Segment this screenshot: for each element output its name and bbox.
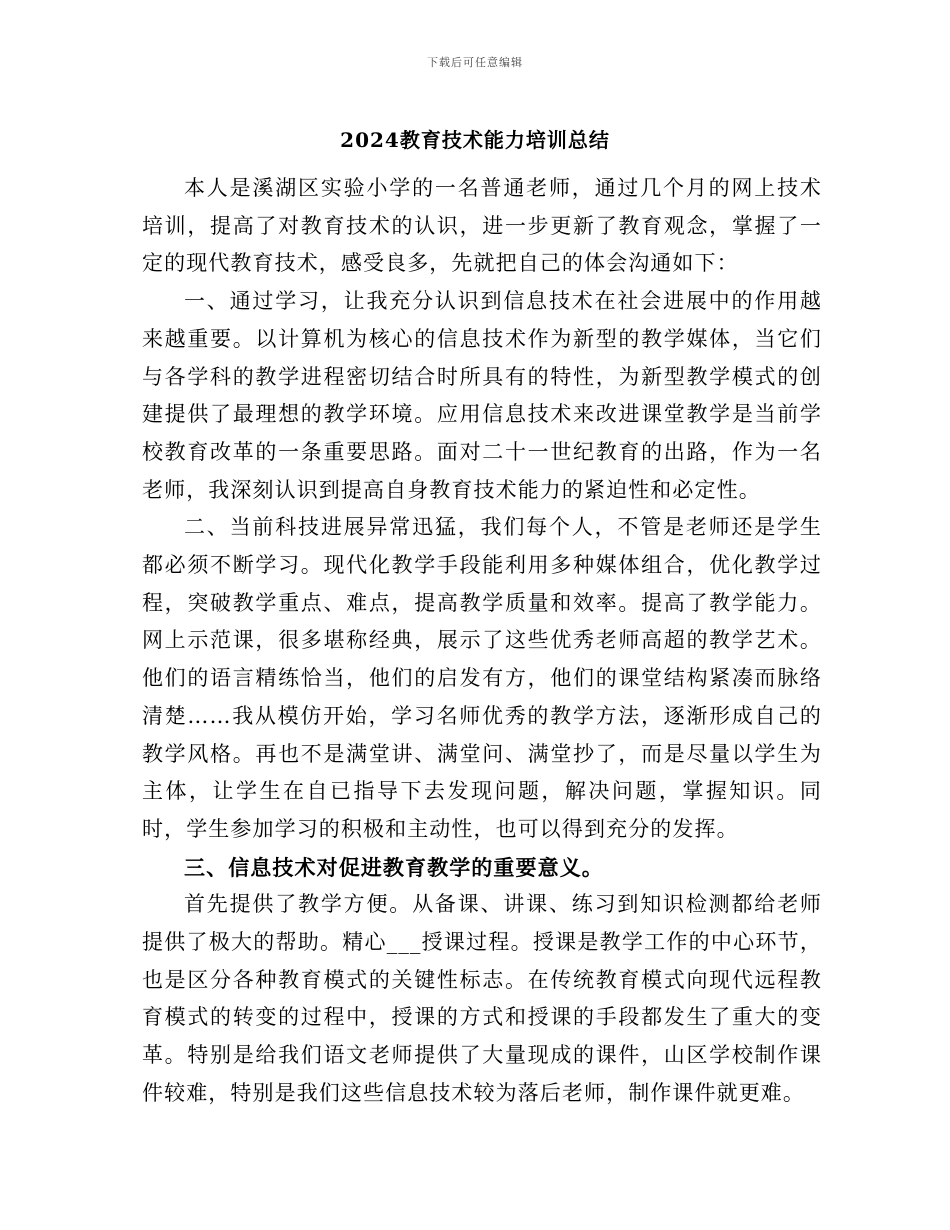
- page-header-note: 下载后可任意编辑: [427, 56, 523, 69]
- paragraph-intro: 本人是溪湖区实验小学的一名普通老师，通过几个月的网上技术培训，提高了对教育技术的认识，进一步更新了教育观念，掌握了一定的现代教育技术，感受良多，先就把自己的体会沟通如下：: [142, 176, 822, 276]
- paragraph-section-two: 二、当前科技进展异常迅猛，我们每个人，不管是老师还是学生都必须不断学习。现代化教学手段能利用多种媒体组合，优化教学过程，突破教学重点、难点，提高教学质量和效率。提高了教学能力。网上示范课，很多堪称经典，展示了这些优秀老师高超的教学艺术。他们的语言精练恰当，他们的启发有方，他们的课堂结构紧凑而脉络清楚……我从模仿开始，学习名师优秀的教学方法，逐渐形成自己的教学风格。再也不是满堂讲、满堂问、满堂抄了，而是尽量以学生为主体，让学生在自已指导下去发现问题，解决问题，掌握知识。同时，学生参加学习的积极和主动性，也可以得到充分的发挥。: [142, 515, 822, 841]
- section-three-heading: 三、信息技术对促进教育教学的重要意义。: [184, 854, 604, 880]
- paragraph-section-three: 首先提供了教学方便。从备课、讲课、练习到知识检测都给老师提供了极大的帮助。精心___授课过程。授课是教学工作的中心环节，也是区分各种教育模式的关键性标志。在传统教育模式向现代远程教育模式的转变的过程中，授课的方式和授课的手段都发生了重大的变革。特别是给我们语文老师提供了大量现成的课件，山区学校制作课件较难，特别是我们这些信息技术较为落后老师，制作课件就更难。: [142, 892, 822, 1105]
- paragraph-section-one: 一、通过学习，让我充分认识到信息技术在社会进展中的作用越来越重要。以计算机为核心的信息技术作为新型的教学媒体，当它们与各学科的教学进程密切结合时所具有的特性，为新型教学模式的创建提供了最理想的教学环境。应用信息技术来改进课堂教学是当前学校教育改革的一条重要思路。面对二十一世纪教育的出路，作为一名老师，我深刻认识到提高自身教育技术能力的紧迫性和必定性。: [142, 289, 822, 502]
- document-title: 2024教育技术能力培训总结: [340, 128, 610, 152]
- document-body: [142, 170, 822, 1113]
